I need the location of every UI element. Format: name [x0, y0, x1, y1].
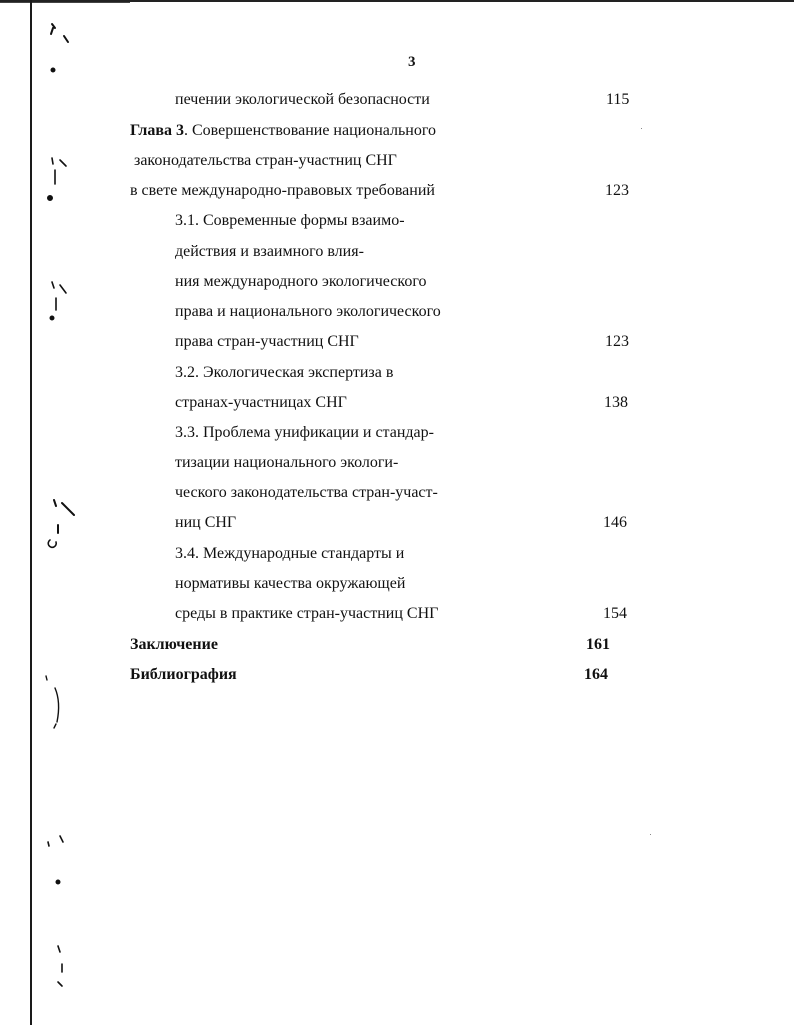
toc-chapter-title: [130, 119, 436, 143]
toc-section-3-1-line-3: [0, 270, 794, 294]
toc-entry-text: 3.3. Проблема унификации и стандар-: [175, 424, 434, 441]
toc-entry-page: 164: [584, 666, 608, 683]
toc-section-3-2-line-2: [0, 391, 794, 415]
chapter-title-rest: . Совершенствование национального: [184, 122, 437, 139]
toc-entry-text: тизации национального экологи-: [175, 454, 399, 471]
toc-entry-page: 115: [606, 91, 630, 108]
toc-entry-page: 154: [603, 605, 627, 622]
toc-section-3-3-line-4: [0, 511, 794, 535]
mark-1: [51, 24, 68, 42]
toc-chapter-3-line-2: [0, 149, 794, 173]
mark-11: [56, 880, 60, 884]
toc-chapter-3: [0, 119, 794, 143]
toc-section-3-3-line-3: [0, 481, 794, 505]
toc-entry-text: в свете международно-правовых требований: [130, 182, 435, 199]
toc-section-3-3-line-2: [0, 451, 794, 475]
toc-conclusion: [0, 633, 794, 657]
toc-section-3-4-line-2: [0, 572, 794, 596]
scan-speck: [641, 128, 642, 129]
toc-entry-text: 3.4. Международные стандарты и: [175, 545, 405, 562]
toc-bibliography: [0, 663, 794, 687]
page-number: 3: [408, 54, 416, 70]
toc-section-3-2: [0, 361, 794, 385]
toc-entry-page: 146: [603, 514, 627, 531]
toc-entry-text: Заключение: [130, 636, 218, 653]
toc-entry-text: Библиография: [130, 666, 237, 683]
toc-entry-text: действия и взаимного влия-: [175, 243, 364, 260]
chapter-label: Глава 3: [130, 122, 184, 139]
toc-entry-text: права стран-участниц СНГ: [175, 333, 359, 350]
scan-speck: [650, 834, 651, 835]
toc-entry-text: ческого законодательства стран-участ-: [175, 484, 438, 501]
toc-entry-text: ния международного экологического: [175, 273, 427, 290]
toc-section-3-1-line-2: [0, 240, 794, 264]
toc-entry-page: 138: [604, 394, 628, 411]
toc-section-3-4: [0, 542, 794, 566]
toc-entry-text: 3.2. Экологическая экспертиза в: [175, 364, 394, 381]
toc-section-3-1: [0, 209, 794, 233]
toc-entry-text: права и национального экологического: [175, 303, 441, 320]
toc-entry-page: 123: [605, 333, 629, 350]
toc-section-3-4-line-3: [0, 602, 794, 626]
toc-entry-text: ниц СНГ: [175, 514, 237, 531]
toc-entry-continuation: [0, 88, 794, 112]
toc-chapter-3-line-3: [0, 179, 794, 203]
toc-entry-page: 123: [605, 182, 629, 199]
toc-entry-text: странах-участницах СНГ: [175, 394, 347, 411]
toc-section-3-1-line-5: [0, 330, 794, 354]
toc-entry-text: печении экологической безопасности: [175, 91, 430, 108]
toc-section-3-1-line-4: [0, 300, 794, 324]
toc-entry-text: законодательства стран-участниц СНГ: [134, 152, 397, 169]
toc-entry-page: 161: [586, 636, 610, 653]
toc-section-3-3: [0, 421, 794, 445]
toc-entry-text: среды в практике стран-участниц СНГ: [175, 605, 439, 622]
toc-entry-text: нормативы качества окружающей: [175, 575, 406, 592]
toc-entry-text: 3.1. Современные формы взаимо-: [175, 212, 405, 229]
mark-2: [51, 68, 55, 72]
mark-10: [48, 836, 63, 846]
mark-12: [58, 946, 62, 986]
